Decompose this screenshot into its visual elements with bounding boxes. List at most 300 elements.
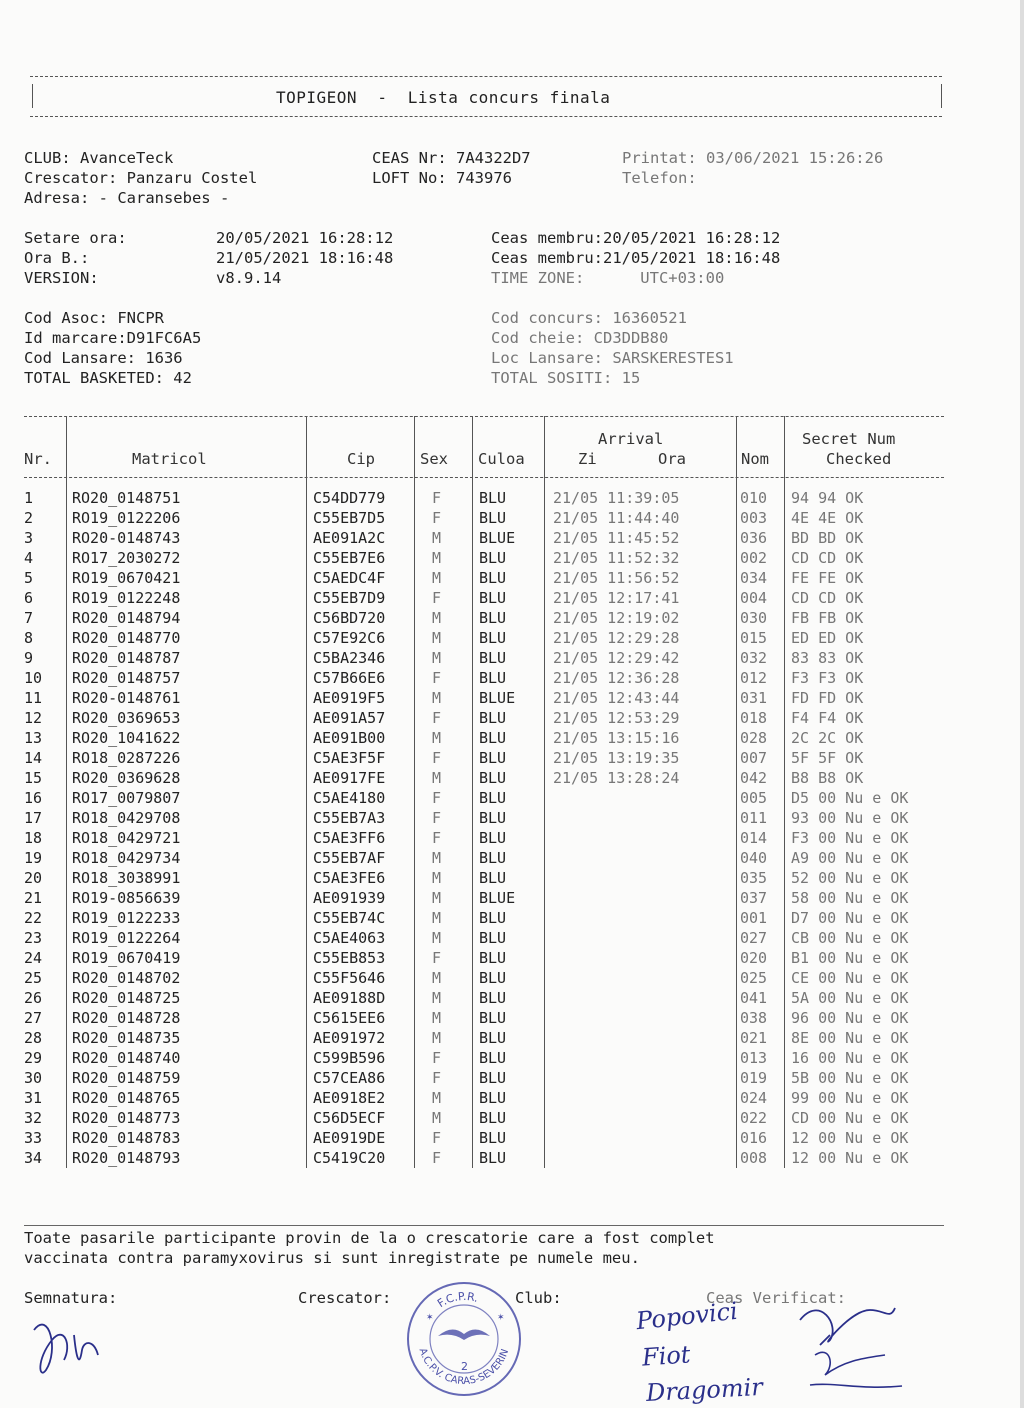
cell-nr: 14 [24,749,43,767]
cell-culoa: BLU [479,1129,507,1147]
cell-nom: 036 [740,529,768,547]
cell-cip: AE09188D [313,989,386,1007]
title-border-right [941,84,942,108]
loft-no: LOFT No: 743976 [372,169,512,187]
cell-secret: F3 F3 OK [791,669,864,687]
cell-cip: C54DD779 [313,489,386,507]
cell-nr: 13 [24,729,43,747]
cell-nom: 041 [740,989,768,1007]
cell-culoa: BLU [479,1009,507,1027]
cell-culoa: BLU [479,1049,507,1067]
cell-nr: 17 [24,809,43,827]
crescator-label: Crescator: Panzaru Costel [24,169,258,187]
cell-culoa: BLU [479,669,507,687]
cell-nom: 008 [740,1149,768,1167]
cell-matricol: RO18_0287226 [72,749,181,767]
cell-matricol: RO20_0369653 [72,709,181,727]
cell-cip: C57E92C6 [313,629,386,647]
cell-nr: 26 [24,989,43,1007]
adresa-label: Adresa: - Caransebes - [24,189,230,207]
cell-nr: 6 [24,589,34,607]
cell-matricol: RO20_0369628 [72,769,181,787]
handwritten-name-1: Popovici [634,1296,739,1336]
cell-matricol: RO20_0148783 [72,1129,181,1147]
cell-culoa: BLU [479,609,507,627]
cell-matricol: RO20_0148757 [72,669,181,687]
cell-nom: 028 [740,729,768,747]
cell-culoa: BLU [479,709,507,727]
cell-nr: 18 [24,829,43,847]
cell-sex: M [432,769,442,787]
cell-nr: 1 [24,489,34,507]
cell-sex: M [432,1009,442,1027]
cell-secret: CD CD OK [791,549,864,567]
declaration-line-2: vaccinata contra paramyxovirus si sunt inregistrate pe numele meu. [24,1249,640,1267]
telefon: Telefon: [622,169,697,187]
cell-cip: C55EB7E6 [313,549,386,567]
cell-nr: 15 [24,769,43,787]
cell-culoa: BLU [479,509,507,527]
cell-culoa: BLU [479,789,507,807]
cell-nom: 025 [740,969,768,987]
cell-sex: M [432,909,442,927]
cell-culoa: BLU [479,1069,507,1087]
cell-sex: F [432,949,442,967]
verifier-signatures [790,1290,910,1400]
printat: Printat: 03/06/2021 15:26:26 [622,149,884,167]
ora-b-value: 21/05/2021 18:16:48 [216,249,394,267]
cell-nr: 5 [24,569,34,587]
col-divider-culoa [544,416,545,1168]
cell-nr: 16 [24,789,43,807]
cell-culoa: BLU [479,649,507,667]
cell-sex: M [432,989,442,1007]
cell-sex: M [432,849,442,867]
cell-cip: C55EB7D5 [313,509,386,527]
cell-secret: BD BD OK [791,529,864,547]
cell-sex: M [432,869,442,887]
stamp-bottom-text: A.C.P.V. CARAS-SEVERIN [416,1346,512,1388]
cell-culoa: BLU [479,729,507,747]
cell-matricol: RO19_0122248 [72,589,181,607]
cell-secret: 16 00 Nu e OK [791,1049,909,1067]
cell-secret: 8E 00 Nu e OK [791,1029,909,1047]
cell-nr: 9 [24,649,34,667]
title-border-top [30,76,942,77]
cell-matricol: RO18_0429721 [72,829,181,847]
cell-sex: F [432,1129,442,1147]
cell-nr: 10 [24,669,43,687]
cell-cip: AE091B00 [313,729,386,747]
cell-matricol: RO20_0148770 [72,629,181,647]
cell-matricol: RO17_2030272 [72,549,181,567]
total-sositi: TOTAL SOSITI: 15 [491,369,641,387]
cell-secret: 5F 5F OK [791,749,864,767]
cell-cip: C57B66E6 [313,669,386,687]
header-secret-num: Secret Num [802,430,896,448]
cell-nr: 30 [24,1069,43,1087]
cell-cip: AE091939 [313,889,386,907]
cell-nom: 031 [740,689,768,707]
cell-sex: F [432,789,442,807]
cell-culoa: BLU [479,949,507,967]
cell-cip: C56BD720 [313,609,386,627]
cell-culoa: BLU [479,869,507,887]
cell-arrival: 21/05 12:29:42 [553,649,680,667]
cell-matricol: RO19-0856639 [72,889,181,907]
cell-sex: M [432,929,442,947]
cell-arrival: 21/05 11:52:32 [553,549,680,567]
cell-culoa: BLU [479,749,507,767]
cell-nom: 022 [740,1109,768,1127]
cell-nom: 020 [740,949,768,967]
header-culoa: Culoa [478,450,525,468]
cell-nr: 2 [24,509,34,527]
cell-nr: 27 [24,1009,43,1027]
cell-culoa: BLU [479,1109,507,1127]
cell-cip: AE0919F5 [313,689,386,707]
cell-cip: C5AE3FE6 [313,869,386,887]
cell-cip: C5615EE6 [313,1009,386,1027]
cell-matricol: RO19_0670419 [72,949,181,967]
title-border-bottom [30,116,942,117]
version-label: VERSION: [24,269,99,287]
cell-nom: 004 [740,589,768,607]
cell-nr: 12 [24,709,43,727]
cell-culoa: BLUE [479,889,516,907]
col-divider-cip [414,416,415,1168]
cell-nr: 23 [24,929,43,947]
ora-b-label: Ora B.: [24,249,90,267]
cell-cip: AE091A2C [313,529,386,547]
cell-nom: 042 [740,769,768,787]
cell-matricol: RO18_0429708 [72,809,181,827]
cell-matricol: RO20-0148761 [72,689,181,707]
cell-cip: C5AE3FF6 [313,829,386,847]
cell-cip: C5419C20 [313,1149,386,1167]
cell-nr: 19 [24,849,43,867]
cell-nom: 002 [740,549,768,567]
cell-matricol: RO20_0148773 [72,1109,181,1127]
cell-cip: C5AE4180 [313,789,386,807]
cell-secret: D5 00 Nu e OK [791,789,909,807]
cell-secret: F3 00 Nu e OK [791,829,909,847]
cell-culoa: BLU [479,829,507,847]
cell-secret: 2C 2C OK [791,729,864,747]
cell-nr: 34 [24,1149,43,1167]
cell-nom: 040 [740,849,768,867]
cell-nom: 018 [740,709,768,727]
cell-nom: 019 [740,1069,768,1087]
cell-sex: F [432,709,442,727]
cell-cip: C599B596 [313,1049,386,1067]
cell-nom: 038 [740,1009,768,1027]
cell-sex: M [432,529,442,547]
cell-matricol: RO20_0148740 [72,1049,181,1067]
cell-nr: 7 [24,609,34,627]
cod-cheie: Cod cheie: CD3DDB80 [491,329,669,347]
cell-matricol: RO19_0670421 [72,569,181,587]
ceas-verificat-label: Ceas Verificat: [706,1289,846,1307]
cell-nom: 024 [740,1089,768,1107]
cell-sex: F [432,1149,442,1167]
cell-cip: C5BA2346 [313,649,386,667]
semnatura-label: Semnatura: [24,1289,118,1307]
ceas-nr: CEAS Nr: 7A4322D7 [372,149,531,167]
footer-divider [24,1225,944,1226]
cell-matricol: RO20_0148751 [72,489,181,507]
cell-matricol: RO20_1041622 [72,729,181,747]
cell-sex: F [432,509,442,527]
header-nr: Nr. [24,450,52,468]
cell-secret: 94 94 OK [791,489,864,507]
header-matricol: Matricol [132,450,207,468]
cell-culoa: BLU [479,989,507,1007]
cell-nom: 027 [740,929,768,947]
cell-sex: F [432,489,442,507]
cell-sex: M [432,729,442,747]
cell-matricol: RO20_0148702 [72,969,181,987]
crescator-sign-label: Crescator: [298,1289,392,1307]
cell-nom: 034 [740,569,768,587]
cell-culoa: BLU [479,1029,507,1047]
cell-culoa: BLU [479,569,507,587]
cell-culoa: BLUE [479,689,516,707]
cell-secret: B1 00 Nu e OK [791,949,909,967]
cell-secret: 83 83 OK [791,649,864,667]
cell-nom: 011 [740,809,768,827]
cell-matricol: RO20_0148759 [72,1069,181,1087]
cell-sex: F [432,1049,442,1067]
cell-cip: C55EB7D9 [313,589,386,607]
cell-matricol: RO19_0122233 [72,909,181,927]
cell-secret: 52 00 Nu e OK [791,869,909,887]
cell-nr: 11 [24,689,43,707]
setare-ora-label: Setare ora: [24,229,127,247]
cell-culoa: BLU [479,1149,507,1167]
cell-sex: M [432,1109,442,1127]
cell-matricol: RO18_3038991 [72,869,181,887]
cell-nom: 005 [740,789,768,807]
header-ora: Ora [658,450,686,468]
cell-sex: M [432,1089,442,1107]
cell-secret: 58 00 Nu e OK [791,889,909,907]
col-divider-sex [472,416,473,1168]
cell-matricol: RO20_0148793 [72,1149,181,1167]
cell-cip: AE091A57 [313,709,386,727]
cell-secret: ED ED OK [791,629,864,647]
cell-sex: F [432,749,442,767]
handwritten-name-2: Fiot [641,1340,692,1372]
handwritten-name-3: Dragomir [645,1372,764,1408]
header-cip: Cip [347,450,375,468]
cell-arrival: 21/05 12:43:44 [553,689,680,707]
cell-secret: CE 00 Nu e OK [791,969,909,987]
cell-secret: 5A 00 Nu e OK [791,989,909,1007]
stamp-top-text: F.C.P.R. [435,1289,480,1311]
member-signature [24,1300,134,1390]
svg-text:F.C.P.R. [435,1290,480,1310]
cell-nom: 010 [740,489,768,507]
table-header-border [24,477,944,478]
loc-lansare: Loc Lansare: SARSKERESTES1 [491,349,734,367]
cell-cip: C55EB74C [313,909,386,927]
stamp-star-icon: ✶ [497,1313,505,1323]
header-checked: Checked [826,450,892,468]
cell-arrival: 21/05 13:15:16 [553,729,680,747]
cell-culoa: BLU [479,969,507,987]
cell-sex: F [432,829,442,847]
cell-sex: M [432,889,442,907]
time-zone: TIME ZONE: UTC+03:00 [491,269,725,287]
stamp-bird-icon [438,1329,490,1340]
cell-nom: 016 [740,1129,768,1147]
cell-nr: 21 [24,889,43,907]
header-sex: Sex [420,450,448,468]
cell-sex: F [432,589,442,607]
cell-sex: F [432,809,442,827]
cell-arrival: 21/05 12:36:28 [553,669,680,687]
cell-nom: 032 [740,649,768,667]
cell-cip: C5AE3F5F [313,749,386,767]
cell-matricol: RO20_0148735 [72,1029,181,1047]
cell-arrival: 21/05 11:45:52 [553,529,680,547]
cell-arrival: 21/05 12:53:29 [553,709,680,727]
cell-matricol: RO20_0148765 [72,1089,181,1107]
col-divider-arrival [736,416,737,1168]
cell-sex: F [432,669,442,687]
cell-nom: 021 [740,1029,768,1047]
cell-matricol: RO20_0148787 [72,649,181,667]
cell-sex: M [432,629,442,647]
cell-culoa: BLU [479,769,507,787]
cell-sex: M [432,1029,442,1047]
cell-nom: 030 [740,609,768,627]
cell-cip: AE091972 [313,1029,386,1047]
cell-arrival: 21/05 12:29:28 [553,629,680,647]
cell-nr: 24 [24,949,43,967]
cell-cip: AE0918E2 [313,1089,386,1107]
cell-secret: FE FE OK [791,569,864,587]
header-nom: Nom [741,450,769,468]
cell-secret: 93 00 Nu e OK [791,809,909,827]
version-value: v8.9.14 [216,269,282,287]
stamp-star-icon: ✶ [426,1313,434,1323]
cell-culoa: BLU [479,909,507,927]
cell-matricol: RO17_0079807 [72,789,181,807]
cell-culoa: BLU [479,849,507,867]
cell-nr: 8 [24,629,34,647]
cell-nom: 012 [740,669,768,687]
cell-secret: 99 00 Nu e OK [791,1089,909,1107]
ceas-membru-2: Ceas membru:21/05/2021 18:16:48 [491,249,781,267]
total-basketed: TOTAL BASKETED: 42 [24,369,192,387]
cell-matricol: RO20_0148728 [72,1009,181,1027]
cell-secret: F4 F4 OK [791,709,864,727]
club-sign-label: Club: [515,1289,562,1307]
cell-cip: C55EB853 [313,949,386,967]
cell-arrival: 21/05 13:28:24 [553,769,680,787]
cell-cip: C55EB7A3 [313,809,386,827]
cell-secret: A9 00 Nu e OK [791,849,909,867]
cell-secret: B8 B8 OK [791,769,864,787]
table-border-top [24,416,944,417]
cell-culoa: BLU [479,1089,507,1107]
cell-sex: M [432,549,442,567]
cell-matricol: RO20-0148743 [72,529,181,547]
cell-nr: 25 [24,969,43,987]
cell-nr: 29 [24,1049,43,1067]
cell-cip: C56D5ECF [313,1109,386,1127]
cell-matricol: RO19_0122206 [72,509,181,527]
cell-nr: 4 [24,549,34,567]
cell-arrival: 21/05 11:39:05 [553,489,680,507]
cell-matricol: RO19_0122264 [72,929,181,947]
header-arrival: Arrival [598,430,664,448]
header-zi: Zi [578,450,597,468]
cell-secret: CD CD OK [791,589,864,607]
cod-asoc: Cod Asoc: FNCPR [24,309,164,327]
cell-arrival: 21/05 11:56:52 [553,569,680,587]
cell-matricol: RO18_0429734 [72,849,181,867]
cell-nom: 003 [740,509,768,527]
cell-culoa: BLUE [479,529,516,547]
cod-concurs: Cod concurs: 16360521 [491,309,687,327]
setare-ora-value: 20/05/2021 16:28:12 [216,229,394,247]
cell-arrival: 21/05 12:17:41 [553,589,680,607]
col-divider-nr [66,416,67,1168]
cell-secret: 4E 4E OK [791,509,864,527]
club-label: CLUB: AvanceTeck [24,149,174,167]
cell-culoa: BLU [479,589,507,607]
id-marcare: Id marcare:D91FC6A5 [24,329,202,347]
cell-cip: C55EB7AF [313,849,386,867]
cell-sex: F [432,1069,442,1087]
page-edge [1020,0,1024,1408]
cell-culoa: BLU [479,929,507,947]
cell-sex: M [432,969,442,987]
cell-matricol: RO20_0148794 [72,609,181,627]
cell-secret: 12 00 Nu e OK [791,1149,909,1167]
cell-culoa: BLU [479,549,507,567]
stamp-number: 2 [461,1360,468,1373]
cell-secret: D7 00 Nu e OK [791,909,909,927]
cod-lansare: Cod Lansare: 1636 [24,349,183,367]
cell-nom: 001 [740,909,768,927]
ceas-membru-1: Ceas membru:20/05/2021 16:28:12 [491,229,781,247]
cell-nom: 015 [740,629,768,647]
cell-arrival: 21/05 13:19:35 [553,749,680,767]
cell-cip: C57CEA86 [313,1069,386,1087]
cell-secret: FB FB OK [791,609,864,627]
cell-cip: C5AEDC4F [313,569,386,587]
page-title: TOPIGEON - Lista concurs finala [276,88,611,107]
cell-nr: 20 [24,869,43,887]
cell-nr: 3 [24,529,34,547]
cell-sex: M [432,649,442,667]
cell-secret: FD FD OK [791,689,864,707]
cell-nom: 014 [740,829,768,847]
cell-secret: 96 00 Nu e OK [791,1009,909,1027]
cell-sex: M [432,689,442,707]
cell-secret: CB 00 Nu e OK [791,929,909,947]
club-stamp [404,1278,524,1400]
cell-sex: M [432,569,442,587]
cell-arrival: 21/05 12:19:02 [553,609,680,627]
cell-nr: 33 [24,1129,43,1147]
cell-secret: 12 00 Nu e OK [791,1129,909,1147]
cell-cip: AE0919DE [313,1129,386,1147]
